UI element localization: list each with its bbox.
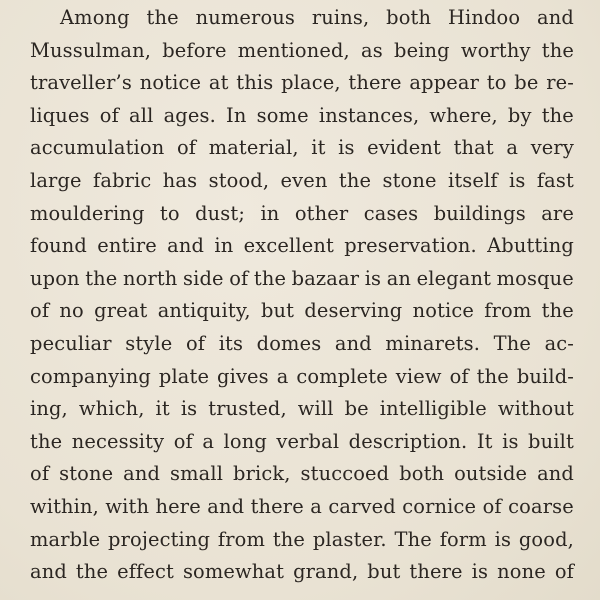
word: fabric [93, 168, 152, 192]
word: of [176, 136, 197, 160]
word: very [530, 136, 574, 160]
word: It [476, 429, 493, 453]
body-paragraph [30, 2, 574, 589]
word: Among [60, 6, 130, 29]
word: will [297, 397, 334, 421]
word: coarse [508, 494, 574, 518]
word: appear [409, 71, 480, 95]
text-line [30, 393, 574, 426]
text-line [30, 328, 574, 361]
word: even [280, 168, 328, 192]
word: instances, [318, 103, 420, 127]
word: of [99, 103, 119, 127]
word: bazaar [291, 266, 360, 290]
word: all [129, 103, 154, 127]
word: complete [296, 364, 388, 388]
word: both [386, 6, 432, 29]
word: where, [429, 103, 498, 127]
word: from [217, 527, 266, 551]
word: somewhat [182, 560, 285, 584]
word: to [159, 201, 180, 225]
word: mentioned, [237, 38, 350, 62]
word: dust; [195, 201, 246, 225]
word: numerous [195, 6, 296, 29]
word: some [256, 103, 309, 127]
word: it [311, 136, 326, 160]
word: there [409, 560, 463, 584]
word: grand, [293, 560, 359, 584]
word: of [449, 364, 469, 388]
word: but [367, 560, 401, 584]
text-line [30, 361, 574, 394]
word: the [253, 266, 287, 290]
word: the [146, 6, 179, 29]
word: the [541, 103, 574, 127]
word: verbal [276, 429, 340, 453]
word: domes [256, 331, 322, 355]
word: other [294, 201, 349, 225]
word: In [226, 103, 247, 127]
word: liques [30, 103, 90, 127]
word: trusted, [208, 397, 287, 421]
word: projecting [108, 527, 211, 551]
word: its [218, 331, 244, 355]
word: great [94, 299, 148, 323]
word: deserving [304, 299, 403, 323]
word: outside [454, 462, 528, 486]
word: with [105, 494, 150, 518]
text-line [30, 165, 574, 198]
text-line [30, 458, 574, 491]
word: are [541, 201, 574, 225]
word: form [439, 527, 487, 551]
word: be [514, 71, 539, 95]
word: stone [59, 462, 114, 486]
word: without [497, 397, 574, 421]
word: the [30, 429, 63, 453]
word: worthy [460, 38, 531, 62]
word: and [334, 331, 372, 355]
text-line [30, 35, 574, 68]
word: but [260, 299, 295, 323]
word: ages. [163, 103, 216, 127]
word: found [30, 234, 87, 258]
word: from [484, 299, 532, 323]
word: large [30, 168, 82, 192]
word: stuccoed [300, 462, 390, 486]
word: none [497, 560, 546, 584]
word: and [207, 494, 245, 518]
word: brick, [233, 462, 291, 486]
word: notice [139, 71, 202, 95]
text-line [30, 132, 574, 165]
word: plate [158, 364, 210, 388]
word: built [528, 429, 574, 453]
word: being [394, 38, 450, 62]
word: and [537, 6, 574, 29]
word: an [386, 266, 412, 290]
word: is [471, 560, 489, 584]
word: has [162, 168, 198, 192]
word: of [30, 299, 50, 323]
word: at [208, 71, 229, 95]
word: style [125, 331, 173, 355]
word: entire [97, 234, 157, 258]
word: to [486, 71, 507, 95]
word: material, [208, 136, 299, 160]
word: a [276, 364, 289, 388]
word: minarets. [385, 331, 481, 355]
word: cornice [402, 494, 477, 518]
word: a [202, 429, 215, 453]
text-line [30, 198, 574, 231]
text-line [30, 230, 574, 263]
word: of [173, 429, 193, 453]
word: elegant [416, 266, 492, 290]
word: ruins, [311, 6, 370, 29]
text-line [30, 491, 574, 524]
word: gives [217, 364, 269, 388]
word: small [170, 462, 224, 486]
text-line [30, 426, 574, 459]
word: excellent [243, 234, 334, 258]
word: the [338, 168, 372, 192]
word: a [310, 494, 322, 518]
word: of [482, 494, 502, 518]
text-line [30, 295, 574, 328]
word: ing, [30, 397, 68, 421]
word: in [214, 234, 234, 258]
word: within, [30, 494, 99, 518]
word: side [183, 266, 224, 290]
word: ac- [544, 331, 574, 355]
word: of [185, 331, 206, 355]
word: is [338, 136, 355, 160]
word: mouldering [30, 201, 145, 225]
word: good, [518, 527, 574, 551]
word: and [537, 462, 574, 486]
word: the [75, 560, 109, 584]
word: is [494, 527, 512, 551]
word: is [502, 429, 519, 453]
word: fast [536, 168, 574, 192]
text-line [30, 100, 574, 133]
word: that [453, 136, 494, 160]
word: long [223, 429, 267, 453]
word: and [30, 560, 67, 584]
word: the [541, 38, 574, 62]
word: The [493, 331, 531, 355]
word: marble [30, 527, 101, 551]
word: stood, [208, 168, 270, 192]
word: before [162, 38, 227, 62]
word: it [155, 397, 170, 421]
word: upon [30, 266, 80, 290]
word: intelligible [379, 397, 487, 421]
word: there [250, 494, 304, 518]
word: carved [328, 494, 396, 518]
word: no [59, 299, 84, 323]
word: and [123, 462, 161, 486]
word: notice [412, 299, 475, 323]
word: buildings [433, 201, 526, 225]
word: stone [382, 168, 437, 192]
word: of [229, 266, 249, 290]
text-line [30, 263, 574, 296]
word: north [122, 266, 178, 290]
word: description. [348, 429, 468, 453]
word: both [399, 462, 445, 486]
word: is [509, 168, 526, 192]
word: of [30, 462, 50, 486]
word: traveller’s [30, 71, 132, 95]
word: is [364, 266, 382, 290]
text-line [30, 2, 574, 35]
word: and [167, 234, 205, 258]
word: antiquity, [157, 299, 251, 323]
word: Hindoo [447, 6, 521, 29]
word: The [394, 527, 432, 551]
word: plaster. [312, 527, 387, 551]
word: a [506, 136, 519, 160]
word: here [155, 494, 201, 518]
text-line [30, 524, 574, 557]
word: evident [367, 136, 441, 160]
word: Abutting [487, 234, 574, 258]
word: preservation. [344, 234, 477, 258]
word: itself [447, 168, 498, 192]
word: there [348, 71, 402, 95]
word: as [361, 38, 383, 62]
word: cases [363, 201, 419, 225]
word: build- [516, 364, 574, 388]
word: effect [117, 560, 174, 584]
word: the [476, 364, 509, 388]
word: this [236, 71, 274, 95]
word: re- [546, 71, 574, 95]
word: of [554, 560, 574, 584]
text-line [30, 556, 574, 589]
word: which, [78, 397, 145, 421]
word: peculiar [30, 331, 112, 355]
word: mosque [496, 266, 574, 290]
word: the [272, 527, 306, 551]
word: view [395, 364, 442, 388]
word: the [85, 266, 118, 290]
text-line [30, 67, 574, 100]
word: accumulation [30, 136, 165, 160]
word: companying [30, 364, 151, 388]
word: the [541, 299, 574, 323]
word: Mussulman, [30, 38, 152, 62]
word: is [180, 397, 198, 421]
word: be [344, 397, 369, 421]
word: in [260, 201, 280, 225]
word: place, [281, 71, 341, 95]
word: by [507, 103, 532, 127]
word: necessity [71, 429, 165, 453]
